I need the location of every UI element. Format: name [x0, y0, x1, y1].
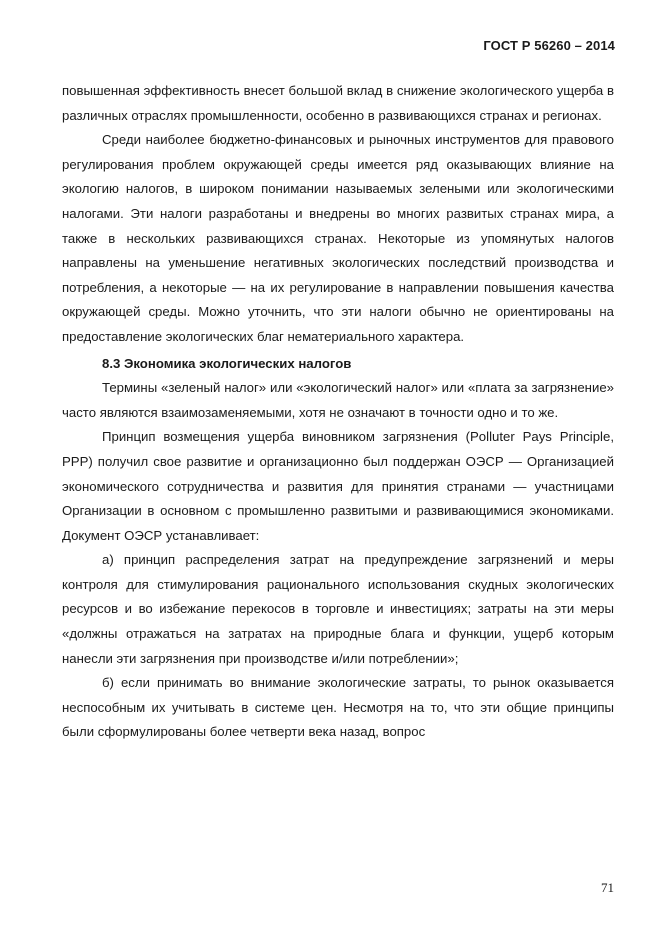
section-heading: 8.3 Экономика экологических налогов	[102, 355, 352, 371]
paragraph-ppp: Принцип возмещения ущерба виновником загрязнения (Polluter Pays Principle, PPP) получил свое развитие и организационно был поддержан ОЭСР — Организацией экономического сотрудничества и развития для принятия странами — участницами Организации в основном с промышленно развитыми и развивающимися экономиками. Документ ОЭСР устанавливает:	[62, 429, 614, 543]
paragraph-terms: Термины «зеленый налог» или «экологический налог» или «плата за загрязнение» часто являются взаимозаменяемыми, хотя не означают в точности одно и то же.	[62, 380, 614, 420]
page-number: 71	[601, 880, 614, 895]
paragraph-continuation: повышенная эффективность внесет большой вклад в снижение экологического ущерба в различных отраслях промышленности, особенно в развивающихся странах и регионах.	[62, 83, 614, 123]
list-item-a: а) принцип распределения затрат на предупреждение загрязнений и меры контроля для стимулирования рационального использования скудных экологических ресурсов и во избежание перекосов в торговле и инвестициях; затраты на эти меры «должны отражаться на затратах на природные блага и функции, ущерб которым нанесли эти загрязнения при производстве и/или потреблении»;	[62, 552, 614, 666]
list-item-b: б) если принимать во внимание экологические затраты, то рынок оказывается неспособным их учитывать в системе цен. Несмотря на то, что эти общие принципы были сформулированы более четверти века назад, вопрос	[62, 675, 614, 740]
document-standard-header: ГОСТ Р 56260 – 2014	[483, 38, 615, 53]
document-body	[62, 79, 614, 745]
paragraph-green-taxes: Среди наиболее бюджетно-финансовых и рыночных инструментов для правового регулирования проблем окружающей среды имеется ряд оказывающих влияние на экологию налогов, в широком понимании называемых зелеными или экологическими налогами. Эти налоги разработаны и внедрены во многих развитых странах мира, а также в нескольких развивающихся странах. Некоторые из упомянутых налогов направлены на уменьшение негативных экологических последствий производства и потребления, а некоторые — на их регулирование в направлении повышения качества окружающей среды. Можно уточнить, что эти налоги обычно не ориентированы на предоставление экологических благ нематериального характера.	[62, 132, 614, 344]
